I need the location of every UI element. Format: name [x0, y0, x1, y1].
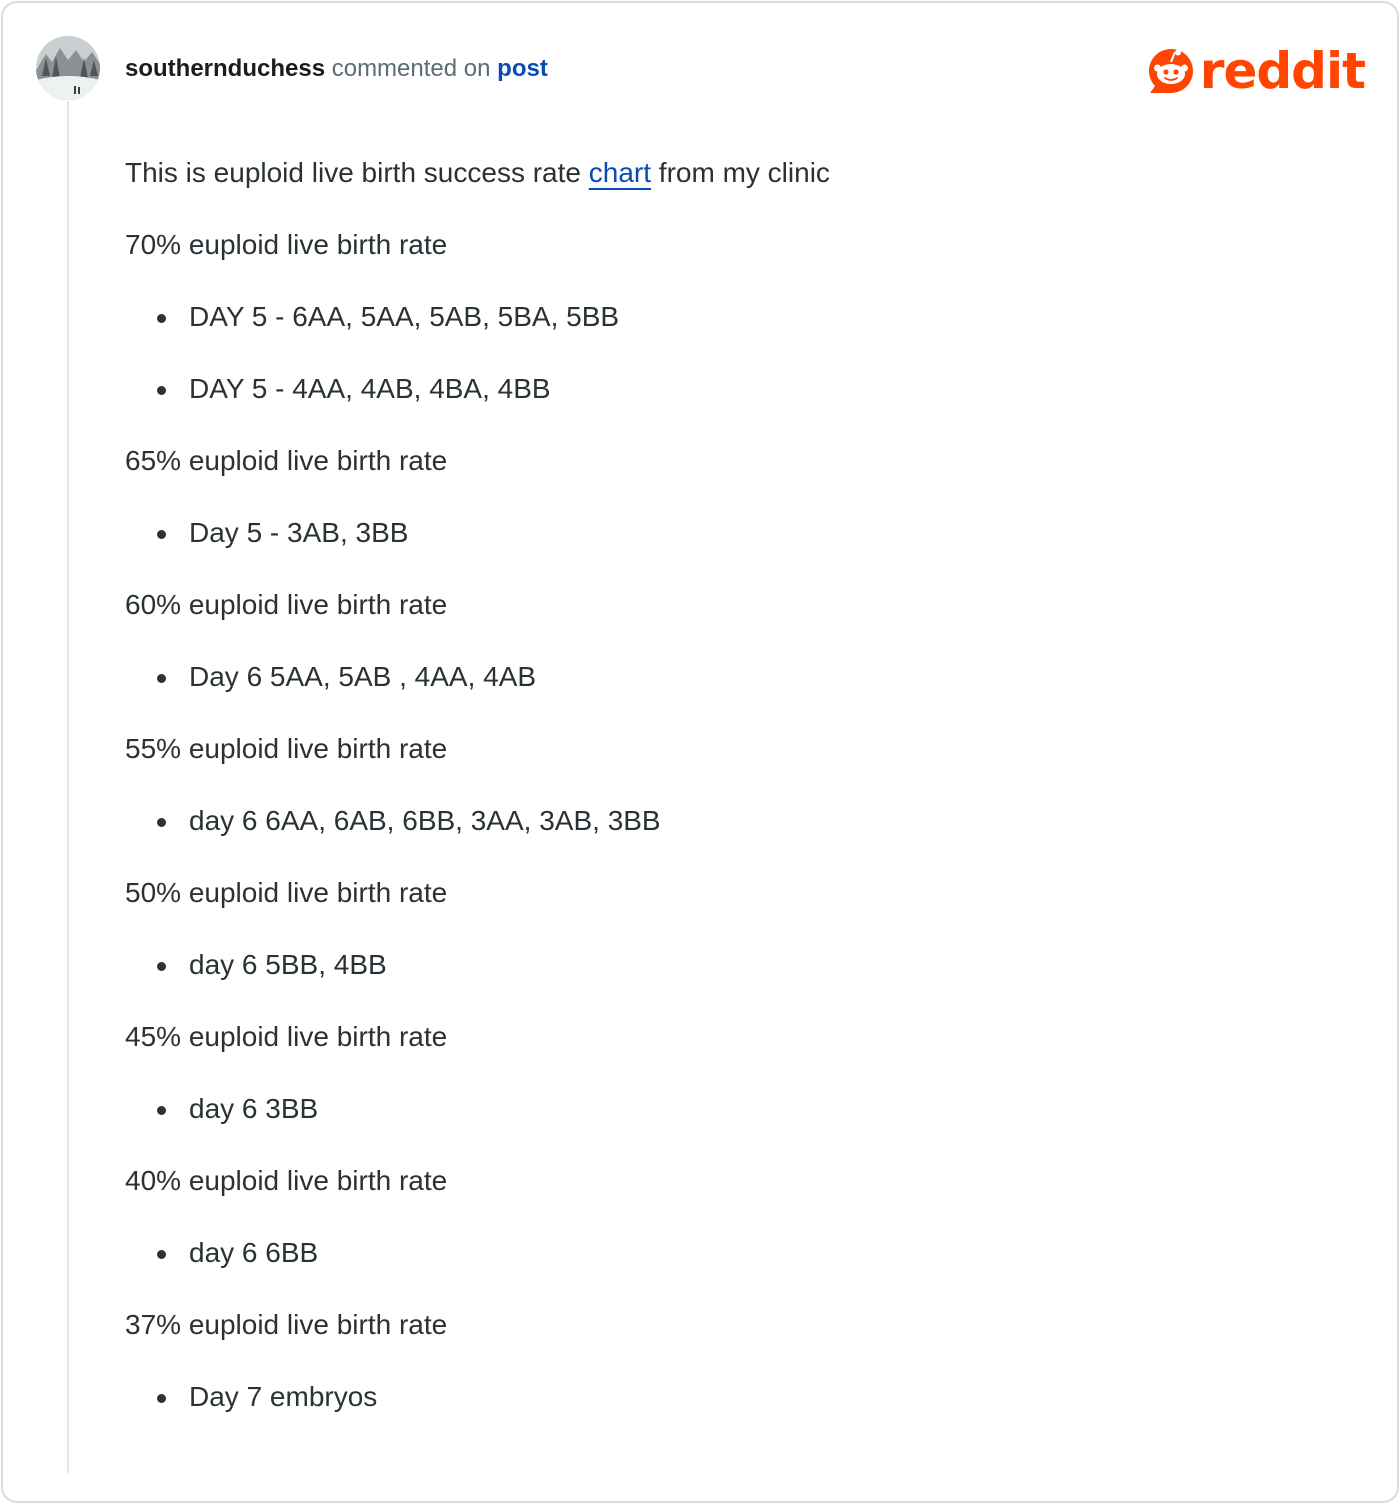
section-heading: 40% euploid live birth rate: [125, 1165, 448, 1196]
bullet-list: [125, 299, 1365, 407]
action-text: commented on: [331, 55, 491, 82]
list-item-text: day 6 6BB: [189, 1237, 319, 1268]
section-heading: 37% euploid live birth rate: [125, 1309, 448, 1340]
list-item: [125, 659, 1365, 695]
reddit-logo[interactable]: [1146, 43, 1365, 99]
bullet-dot: [157, 1250, 166, 1259]
comment-header: [125, 53, 548, 85]
section-heading: 60% euploid live birth rate: [125, 589, 448, 620]
intro-paragraph: [125, 155, 1365, 191]
section-heading: 45% euploid live birth rate: [125, 1021, 448, 1052]
list-item: [125, 803, 1365, 839]
list-item-text: Day 5 - 3AB, 3BB: [189, 517, 409, 548]
comment-card: [1, 1, 1399, 1503]
bullet-dot: [157, 314, 166, 323]
bullet-list: [125, 1379, 1365, 1415]
list-item: [125, 515, 1365, 551]
section-heading: 70% euploid live birth rate: [125, 229, 448, 260]
list-item: [125, 947, 1365, 983]
comment-body: [125, 155, 1365, 1451]
bullet-list: [125, 1235, 1365, 1271]
list-item-text: Day 6 5AA, 5AB , 4AA, 4AB: [189, 661, 537, 692]
bullet-list: [125, 803, 1365, 839]
bullet-list: [125, 1091, 1365, 1127]
bullet-dot: [157, 962, 166, 971]
list-item: [125, 371, 1365, 407]
list-item: [125, 299, 1365, 335]
bullet-list: [125, 515, 1365, 551]
list-item-text: day 6 5BB, 4BB: [189, 949, 387, 980]
list-item-text: DAY 5 - 6AA, 5AA, 5AB, 5BA, 5BB: [189, 301, 620, 332]
list-item: [125, 1235, 1365, 1271]
bullet-dot: [157, 1106, 166, 1115]
bullet-dot: [157, 1394, 166, 1403]
bullet-dot: [157, 530, 166, 539]
bullet-list: [125, 947, 1365, 983]
intro-text-after: from my clinic: [658, 157, 830, 188]
list-item-text: DAY 5 - 4AA, 4AB, 4BA, 4BB: [189, 373, 551, 404]
list-item: [125, 1091, 1365, 1127]
section-heading: 65% euploid live birth rate: [125, 445, 448, 476]
user-avatar[interactable]: [36, 36, 100, 100]
section-heading: 55% euploid live birth rate: [125, 733, 448, 764]
bullet-dot: [157, 818, 166, 827]
list-item-text: Day 7 embryos: [189, 1381, 378, 1412]
list-item-text: day 6 3BB: [189, 1093, 319, 1124]
section-heading: 50% euploid live birth rate: [125, 877, 448, 908]
reddit-snoo-icon: [1146, 46, 1196, 96]
list-item: [125, 1379, 1365, 1415]
username[interactable]: southernduchess: [125, 55, 326, 82]
thread-line: [67, 101, 69, 1473]
bullet-dot: [157, 674, 166, 683]
bullet-dot: [157, 386, 166, 395]
list-item-text: day 6 6AA, 6AB, 6BB, 3AA, 3AB, 3BB: [189, 805, 661, 836]
intro-text-before: This is euploid live birth success rate: [125, 157, 581, 188]
post-link[interactable]: post: [497, 55, 548, 82]
reddit-wordmark: reddit: [1199, 42, 1365, 100]
chart-link[interactable]: chart: [588, 157, 652, 188]
bullet-list: [125, 659, 1365, 695]
